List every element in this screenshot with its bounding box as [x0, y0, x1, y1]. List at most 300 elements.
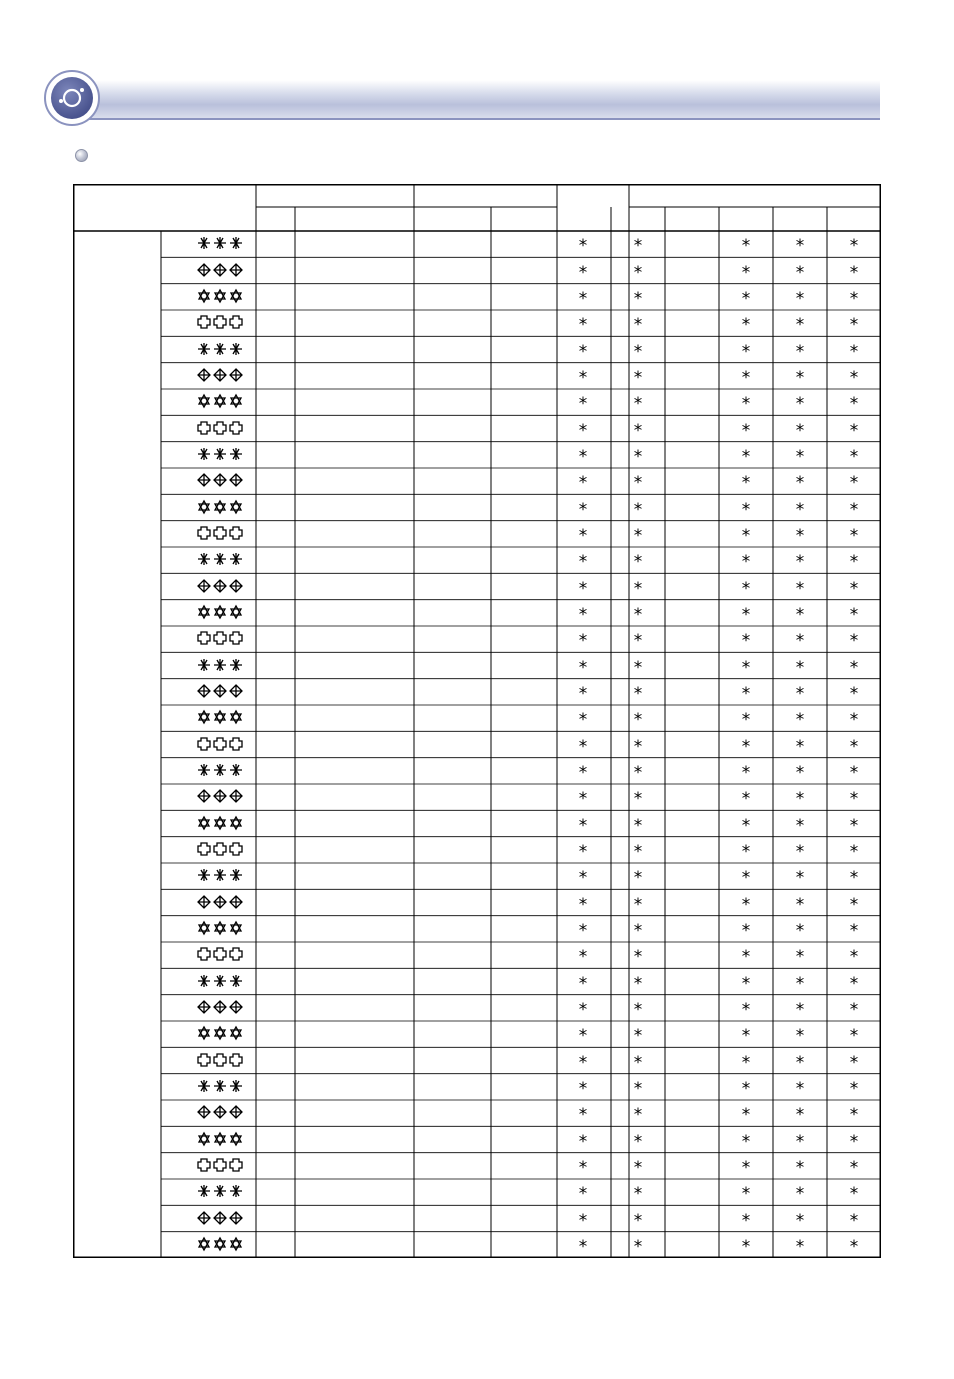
pattern-stroke [230, 1001, 242, 1013]
pattern-stroke [198, 553, 210, 565]
pattern-stroke [198, 422, 210, 434]
compatibility-mark: * [741, 341, 751, 362]
compatibility-mark: * [795, 473, 805, 494]
compatibility-mark: * [741, 1052, 751, 1073]
sewing-circle-icon [51, 77, 93, 119]
compatibility-mark: * [741, 1105, 751, 1126]
compatibility-mark: * [849, 657, 859, 678]
compatibility-mark: * [633, 789, 643, 810]
compatibility-mark: * [741, 236, 751, 257]
compatibility-mark: * [849, 1078, 859, 1099]
pattern-stroke [230, 1054, 242, 1066]
herringbone-stitch-icon [195, 1077, 245, 1095]
compatibility-mark: * [795, 420, 805, 441]
daisy-sprig-stitch-icon [195, 1182, 245, 1200]
compatibility-mark: * [849, 525, 859, 546]
compatibility-mark: * [741, 1026, 751, 1047]
pattern-stroke [215, 606, 225, 618]
pattern-stroke [199, 1238, 209, 1250]
compatibility-mark: * [795, 236, 805, 257]
compatibility-mark: * [741, 1184, 751, 1205]
compatibility-mark: * [795, 262, 805, 283]
serpentine-stitch-icon [195, 893, 245, 911]
pattern-stroke [198, 659, 210, 671]
compatibility-mark: * [795, 631, 805, 652]
step-key-stitch-icon [195, 471, 245, 489]
compatibility-mark: * [849, 1052, 859, 1073]
pattern-stroke [231, 1133, 241, 1145]
pattern-stroke [230, 527, 242, 539]
bowtie-block-stitch-icon [195, 919, 245, 937]
compatibility-mark: * [795, 1078, 805, 1099]
dome-arch-stitch-icon [195, 972, 245, 990]
compatibility-mark: * [741, 815, 751, 836]
compatibility-mark: * [578, 920, 588, 941]
compatibility-mark: * [741, 683, 751, 704]
pattern-stroke [198, 632, 210, 644]
compatibility-mark: * [578, 552, 588, 573]
compatibility-mark: * [795, 552, 805, 573]
pattern-stroke [230, 738, 242, 750]
pattern-stroke [215, 817, 225, 829]
bead-link-stitch-icon [195, 603, 245, 621]
pattern-stroke [230, 316, 242, 328]
pattern-stroke [199, 501, 209, 513]
compatibility-mark: * [849, 236, 859, 257]
pattern-stroke [198, 474, 210, 486]
pattern-stroke [230, 474, 242, 486]
feather-angle-stitch-icon [195, 998, 245, 1016]
compatibility-mark: * [578, 947, 588, 968]
compatibility-mark: * [741, 367, 751, 388]
pattern-stroke [214, 685, 226, 697]
pattern-stroke [215, 501, 225, 513]
compatibility-mark: * [633, 894, 643, 915]
compatibility-mark: * [578, 1078, 588, 1099]
compatibility-mark: * [741, 631, 751, 652]
greek-key-stitch-icon [195, 419, 245, 437]
compatibility-mark: * [578, 394, 588, 415]
compatibility-mark: * [795, 525, 805, 546]
compatibility-mark: * [578, 420, 588, 441]
compatibility-mark: * [795, 1131, 805, 1152]
compatibility-mark: * [578, 657, 588, 678]
pattern-stroke [231, 711, 241, 723]
pattern-stroke [230, 237, 242, 249]
pattern-stroke [215, 1133, 225, 1145]
compatibility-mark: * [849, 1131, 859, 1152]
compatibility-mark: * [849, 1026, 859, 1047]
pattern-stroke [215, 1238, 225, 1250]
pattern-stroke [230, 896, 242, 908]
fern-stitch-icon [195, 1051, 245, 1069]
pattern-stroke [214, 1159, 226, 1171]
compatibility-mark: * [633, 578, 643, 599]
pattern-stroke [215, 290, 225, 302]
arrow-zigzag-stitch-icon [195, 392, 245, 410]
pattern-stroke [230, 1212, 242, 1224]
pattern-stroke [231, 1027, 241, 1039]
compatibility-mark: * [795, 1184, 805, 1205]
pattern-stroke [215, 395, 225, 407]
compatibility-mark: * [633, 657, 643, 678]
pattern-stroke [231, 606, 241, 618]
pattern-stroke [215, 922, 225, 934]
compatibility-mark: * [741, 446, 751, 467]
round-bullet-icon [75, 149, 88, 162]
compatibility-mark: * [633, 394, 643, 415]
pattern-stroke [198, 1080, 210, 1092]
swirl-loop-stitch-icon [195, 682, 245, 700]
compatibility-mark: * [741, 947, 751, 968]
compatibility-mark: * [633, 288, 643, 309]
compatibility-mark: * [795, 604, 805, 625]
compatibility-mark: * [633, 841, 643, 862]
leaf-swirl-stitch-icon [195, 1209, 245, 1227]
compatibility-mark: * [795, 920, 805, 941]
compatibility-mark: * [795, 973, 805, 994]
loop-chain-stitch-icon [195, 840, 245, 858]
compatibility-mark: * [633, 420, 643, 441]
compatibility-mark: * [633, 631, 643, 652]
compatibility-mark: * [633, 973, 643, 994]
pattern-stroke [214, 764, 226, 776]
pattern-stroke [214, 843, 226, 855]
pattern-stroke [231, 395, 241, 407]
compatibility-mark: * [741, 262, 751, 283]
compatibility-mark: * [741, 552, 751, 573]
pattern-stroke [214, 1212, 226, 1224]
compatibility-mark: * [849, 420, 859, 441]
ring-chain-stitch-icon [195, 814, 245, 832]
compatibility-mark: * [795, 815, 805, 836]
ornamental-scroll-stitch-icon [195, 524, 245, 542]
compatibility-mark: * [633, 1026, 643, 1047]
compatibility-mark: * [795, 683, 805, 704]
compatibility-mark: * [578, 341, 588, 362]
compatibility-mark: * [578, 631, 588, 652]
pattern-stroke [214, 948, 226, 960]
pattern-stroke [230, 1159, 242, 1171]
pattern-stroke [198, 343, 210, 355]
pattern-stroke [198, 1212, 210, 1224]
pattern-stroke [214, 343, 226, 355]
compatibility-mark: * [795, 394, 805, 415]
compatibility-mark: * [741, 288, 751, 309]
compatibility-mark: * [633, 1157, 643, 1178]
compatibility-mark: * [578, 1026, 588, 1047]
compatibility-mark: * [578, 710, 588, 731]
compatibility-mark: * [633, 499, 643, 520]
compatibility-mark: * [849, 973, 859, 994]
compatibility-mark: * [795, 841, 805, 862]
compatibility-mark: * [741, 841, 751, 862]
pattern-stroke [198, 580, 210, 592]
pattern-stroke [198, 1159, 210, 1171]
pattern-stroke [231, 290, 241, 302]
compatibility-mark: * [741, 1157, 751, 1178]
compatibility-mark: * [849, 288, 859, 309]
compatibility-mark: * [849, 1210, 859, 1231]
pattern-stroke [198, 1106, 210, 1118]
pattern-stroke [230, 843, 242, 855]
compatibility-mark: * [578, 868, 588, 889]
compatibility-mark: * [795, 868, 805, 889]
compatibility-mark: * [633, 525, 643, 546]
pattern-stroke [199, 922, 209, 934]
compatibility-mark: * [849, 604, 859, 625]
cup-scallop-stitch-icon [195, 787, 245, 805]
pattern-stroke [215, 1027, 225, 1039]
pattern-stroke [230, 685, 242, 697]
compatibility-mark: * [578, 1184, 588, 1205]
compatibility-mark: * [633, 736, 643, 757]
pattern-stroke [199, 606, 209, 618]
compatibility-mark: * [741, 1078, 751, 1099]
compatibility-mark: * [633, 315, 643, 336]
pattern-stroke [214, 869, 226, 881]
bowtie-stitch-icon [195, 945, 245, 963]
compatibility-mark: * [741, 420, 751, 441]
pattern-stroke [198, 527, 210, 539]
compatibility-mark: * [578, 367, 588, 388]
compatibility-mark: * [633, 1210, 643, 1231]
pattern-stroke [214, 659, 226, 671]
compatibility-mark: * [795, 315, 805, 336]
banner-bar [74, 80, 880, 120]
square-link-stitch-icon [195, 445, 245, 463]
pattern-stroke [230, 264, 242, 276]
pretzel-stitch-icon [195, 656, 245, 674]
pattern-stroke [214, 632, 226, 644]
triangle-chain-stitch-icon [195, 366, 245, 384]
compatibility-mark: * [633, 1184, 643, 1205]
compatibility-mark: * [633, 920, 643, 941]
compatibility-mark: * [849, 920, 859, 941]
table-body [73, 184, 881, 1258]
pattern-stroke [230, 659, 242, 671]
pattern-stroke [214, 369, 226, 381]
compatibility-mark: * [633, 683, 643, 704]
compatibility-mark: * [578, 1210, 588, 1231]
pattern-stroke [214, 1080, 226, 1092]
pattern-stroke [198, 1185, 210, 1197]
pattern-stroke [214, 1106, 226, 1118]
compatibility-mark: * [633, 1131, 643, 1152]
compatibility-mark: * [849, 446, 859, 467]
compatibility-mark: * [578, 762, 588, 783]
loop-scallop-stitch-icon [195, 550, 245, 568]
compatibility-mark: * [578, 736, 588, 757]
compatibility-mark: * [578, 894, 588, 915]
compatibility-mark: * [849, 789, 859, 810]
compatibility-mark: * [849, 262, 859, 283]
compatibility-mark: * [633, 1052, 643, 1073]
pattern-stroke [198, 975, 210, 987]
compatibility-mark: * [741, 894, 751, 915]
pattern-stroke [231, 922, 241, 934]
compatibility-mark: * [795, 894, 805, 915]
pattern-stroke [214, 237, 226, 249]
compatibility-mark: * [578, 683, 588, 704]
leaf-curl-stitch-icon [195, 1235, 245, 1253]
pattern-stroke [198, 869, 210, 881]
compatibility-mark: * [795, 1052, 805, 1073]
compatibility-mark: * [795, 1157, 805, 1178]
knot-link-stitch-icon [195, 629, 245, 647]
star-of-david-stitch-icon [195, 287, 245, 305]
compatibility-mark: * [578, 973, 588, 994]
compatibility-mark: * [633, 947, 643, 968]
pattern-stroke [214, 896, 226, 908]
compatibility-mark: * [633, 552, 643, 573]
pattern-stroke [230, 580, 242, 592]
pattern-stroke [231, 817, 241, 829]
compatibility-mark: * [849, 473, 859, 494]
pattern-stroke [230, 975, 242, 987]
wave-stitch-icon [195, 708, 245, 726]
pattern-stroke [198, 1001, 210, 1013]
pattern-stroke [198, 896, 210, 908]
compatibility-mark: * [633, 367, 643, 388]
compatibility-mark: * [741, 1131, 751, 1152]
pattern-stroke [230, 1185, 242, 1197]
compatibility-mark: * [849, 315, 859, 336]
compatibility-mark: * [795, 762, 805, 783]
compatibility-mark: * [633, 762, 643, 783]
pattern-stroke [230, 764, 242, 776]
pattern-stroke [230, 1106, 242, 1118]
compatibility-mark: * [633, 1105, 643, 1126]
compatibility-mark: * [741, 736, 751, 757]
compatibility-mark: * [795, 288, 805, 309]
compatibility-mark: * [795, 736, 805, 757]
pattern-stroke [198, 448, 210, 460]
compatibility-mark: * [741, 394, 751, 415]
italic-loop-stitch-icon [195, 866, 245, 884]
compatibility-mark: * [578, 815, 588, 836]
compatibility-mark: * [578, 1157, 588, 1178]
compatibility-mark: * [578, 1236, 588, 1257]
compatibility-mark: * [741, 710, 751, 731]
compatibility-mark: * [578, 1052, 588, 1073]
pattern-stroke [215, 711, 225, 723]
pattern-stroke [198, 237, 210, 249]
compatibility-mark: * [795, 1236, 805, 1257]
compatibility-mark: * [849, 1105, 859, 1126]
pattern-stroke [230, 1080, 242, 1092]
compatibility-mark: * [795, 499, 805, 520]
compatibility-mark: * [741, 762, 751, 783]
pattern-stroke [214, 975, 226, 987]
compatibility-mark: * [578, 236, 588, 257]
section-banner [44, 70, 880, 126]
pattern-stroke [230, 422, 242, 434]
leaf-pair-stitch-icon [195, 1103, 245, 1121]
compatibility-mark: * [849, 1157, 859, 1178]
pattern-stroke [231, 501, 241, 513]
compatibility-mark: * [849, 762, 859, 783]
diamond-cross-stitch-icon [195, 261, 245, 279]
pattern-stroke [214, 264, 226, 276]
compatibility-mark: * [578, 789, 588, 810]
compatibility-mark: * [741, 604, 751, 625]
pattern-stroke [214, 1054, 226, 1066]
compatibility-mark: * [795, 710, 805, 731]
pattern-stroke [199, 1133, 209, 1145]
compatibility-mark: * [633, 815, 643, 836]
compatibility-mark: * [795, 999, 805, 1020]
compatibility-mark: * [578, 1131, 588, 1152]
compatibility-mark: * [849, 815, 859, 836]
pattern-stroke [230, 553, 242, 565]
compatibility-mark: * [741, 999, 751, 1020]
pattern-stroke [198, 764, 210, 776]
compatibility-mark: * [849, 1184, 859, 1205]
compatibility-mark: * [849, 552, 859, 573]
compatibility-mark: * [741, 868, 751, 889]
compatibility-mark: * [741, 789, 751, 810]
pattern-stroke [198, 369, 210, 381]
curl-wave-stitch-icon [195, 735, 245, 753]
triple-asterisk-stitch-icon [195, 234, 245, 252]
pattern-stroke [199, 1027, 209, 1039]
compatibility-mark: * [795, 367, 805, 388]
compatibility-mark: * [633, 473, 643, 494]
pattern-stroke [214, 1001, 226, 1013]
pattern-stroke [199, 290, 209, 302]
zigzag-fan-stitch-icon [195, 340, 245, 358]
pattern-stroke [214, 527, 226, 539]
compatibility-mark: * [849, 736, 859, 757]
pattern-stroke [198, 948, 210, 960]
compatibility-mark: * [741, 499, 751, 520]
compatibility-mark: * [849, 683, 859, 704]
flower-vine-stitch-icon [195, 1130, 245, 1148]
pattern-stroke [214, 448, 226, 460]
compatibility-mark: * [578, 999, 588, 1020]
compatibility-mark: * [849, 999, 859, 1020]
pattern-stroke [198, 264, 210, 276]
cross-block-stitch-icon [195, 313, 245, 331]
compatibility-mark: * [795, 947, 805, 968]
pattern-stroke [198, 738, 210, 750]
compatibility-mark: * [741, 920, 751, 941]
compatibility-mark: * [795, 657, 805, 678]
compatibility-mark: * [795, 578, 805, 599]
pattern-stroke [214, 553, 226, 565]
pattern-stroke [230, 369, 242, 381]
compatibility-mark: * [795, 789, 805, 810]
pattern-stroke [230, 632, 242, 644]
compatibility-mark: * [578, 525, 588, 546]
compatibility-mark: * [578, 841, 588, 862]
compatibility-mark: * [849, 578, 859, 599]
compatibility-mark: * [578, 578, 588, 599]
arrow-feather-stitch-icon [195, 1024, 245, 1042]
compatibility-mark: * [795, 1210, 805, 1231]
stitch-table [73, 184, 881, 1258]
compatibility-mark: * [633, 999, 643, 1020]
pattern-stroke [231, 1238, 241, 1250]
compatibility-mark: * [633, 1078, 643, 1099]
compatibility-mark: * [849, 631, 859, 652]
compatibility-mark: * [633, 262, 643, 283]
pattern-stroke [199, 711, 209, 723]
pattern-stroke [198, 1054, 210, 1066]
pattern-stroke [199, 817, 209, 829]
pattern-stroke [198, 316, 210, 328]
